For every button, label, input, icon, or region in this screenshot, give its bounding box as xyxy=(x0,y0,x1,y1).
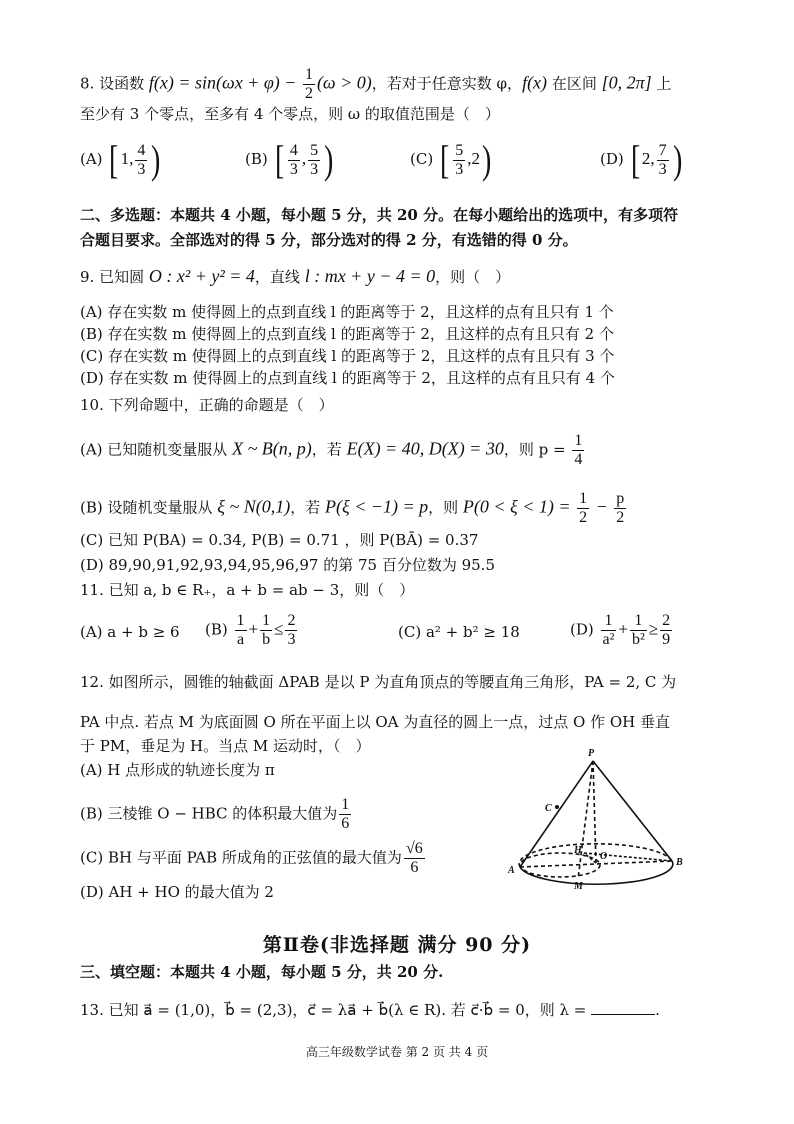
q8-stem-b: ，若对于任意实数 φ， xyxy=(371,74,523,93)
q11-option-b: (B) $\frac{1}{a}$ + $\frac{1}{b}$ ≤ $\frac{2}{3}$ xyxy=(205,612,296,648)
q8-option-a: (A) [ 1, $\frac{4}{3}$ ) xyxy=(80,137,161,182)
q10-option-a: (A) 已知随机变量服从 X ~ B(n, p)，若 E(X) = 40, D(X) = 30，则 p = $\frac{1}{4}$ xyxy=(80,432,583,468)
q9-option-b: (B) 存在实数 m 使得圆上的点到直线 l 的距离等于 2，且这样的点有且只有 2 个 xyxy=(80,325,614,343)
q12-stem-line2: PA 中点. 若点 M 为底面圆 O 所在平面上以 OA 为直径的圆上一点，过点 O 作 OH 垂直 xyxy=(80,713,670,731)
cone-edge-pa xyxy=(520,761,593,867)
q8-function: f(x) = sin(ωx + φ) − xyxy=(148,72,301,93)
q10-option-d: (D) 89,90,91,92,93,94,95,96,97 的第 75 百分位数为 95.5 xyxy=(80,556,495,574)
q9-option-c: (C) 存在实数 m 使得圆上的点到直线 l 的距离等于 2，且这样的点有且只有 3 个 xyxy=(80,347,615,365)
q12-option-c: (C) BH 与平面 PAB 所成角的正弦值的最大值为 $\frac{√6}{6}$ xyxy=(80,840,423,876)
q8-fx: f(x) xyxy=(522,72,548,93)
q12-option-d: (D) AH + HO 的最大值为 2 xyxy=(80,883,274,901)
q12-stem-line3: 于 PM，垂足为 H。当点 M 运动时，（ ） xyxy=(80,737,371,755)
q11-stem: 11. 已知 a, b ∈ R₊，a + b = ab − 3，则（ ） xyxy=(80,581,415,599)
q9-option-d: (D) 存在实数 m 使得圆上的点到直线 l 的距离等于 2，且这样的点有且只有 4 个 xyxy=(80,369,615,387)
q8-stem-line2: 至少有 3 个零点，至多有 4 个零点，则 ω 的取值范围是（ ） xyxy=(80,105,500,123)
q9-stem: 9. 已知圆 O : x² + y² = 4，直线 l : mx + y − 4 = 0，则（ ） xyxy=(80,266,511,286)
q8-option-c: (C) [ $\frac{5}{3}$ ,2) xyxy=(410,137,492,182)
q8-interval: [0, 2π] xyxy=(601,72,652,93)
label-c: C xyxy=(545,803,552,814)
cone-figure xyxy=(500,745,710,895)
q8-stem-d: 上 xyxy=(651,74,672,93)
q8-half: $\frac{1}{2}$ xyxy=(304,66,313,102)
axis-po xyxy=(593,761,596,863)
q9-circle-eq: O : x² + y² = 4 xyxy=(148,266,255,286)
q11-option-d: (D) $\frac{1}{\text{a²}}$ + $\frac{1}{\text{b²}}$ ≥ $\frac{2}{9}$ xyxy=(570,612,671,648)
section2-line2: 合题目要求。全部选对的得 5 分，部分选对的得 2 分，有选错的得 0 分。 xyxy=(80,231,578,249)
q11-option-c: (C) a² + b² ≥ 18 xyxy=(398,623,520,641)
section3-heading: 三、填空题：本题共 4 小题，每小题 5 分，共 20 分. xyxy=(80,963,444,981)
label-m: M xyxy=(574,881,583,892)
label-p: P xyxy=(588,748,595,759)
q12-stem-line1: 12. 如图所示，圆锥的轴截面 ΔPAB 是以 P 为直角顶点的等腰直角三角形，PA = 2, C 为 xyxy=(80,673,677,691)
q8-option-d: (D) [ 2, $\frac{7}{3}$ ) xyxy=(600,137,682,182)
label-o: O xyxy=(600,851,608,862)
label-b: B xyxy=(676,857,683,868)
q8-stem-c: 在区间 xyxy=(547,74,602,93)
q12-option-b: (B) 三棱锥 O − HBC 的体积最大值为 $\frac{1}{6}$ xyxy=(80,796,350,832)
q9-line-eq: l : mx + y − 4 = 0 xyxy=(304,266,436,286)
cone-base-front xyxy=(520,861,673,884)
q9-option-a: (A) 存在实数 m 使得圆上的点到直线 l 的距离等于 2，且这样的点有且只有 1 个 xyxy=(80,303,614,321)
q13-stem: 13. 已知 a⃗ = (1,0)，b⃗ = (2,3)，c⃗ = λa⃗ + b⃗(λ ∈ R). 若 c⃗·b⃗ = 0，则 λ = . xyxy=(80,998,660,1020)
part2-title: 第Ⅱ卷(非选择题 满分 90 分) xyxy=(262,934,532,956)
point-c xyxy=(555,805,559,809)
section2-line1: 二、多选题：本题共 4 小题，每小题 5 分，共 20 分。在每小题给出的选项中，有多项符 xyxy=(80,206,679,224)
q10-stem: 10. 下列命题中，正确的命题是（ ） xyxy=(80,396,334,414)
label-a: A xyxy=(508,865,515,876)
q8-stem-line1 xyxy=(80,66,671,103)
q13-answer-blank[interactable] xyxy=(591,998,655,1015)
q12-option-a: (A) H 点形成的轨迹长度为 π xyxy=(80,761,275,779)
q8-option-b: (B) [ $\frac{4}{3}$ , $\frac{5}{3}$ ) xyxy=(245,137,334,182)
q10-option-b: (B) 设随机变量服从 ξ ~ N(0,1)，若 P(ξ < −1) = p，则 P(0 < ξ < 1) = $\frac{1}{2}$ − $\frac{p}{2}$ xyxy=(80,490,625,526)
label-h: H xyxy=(574,845,582,856)
q8-stem-a: 8. 设函数 xyxy=(80,74,149,93)
page-footer: 高三年级数学试卷 第 2 页 共 4 页 xyxy=(305,1045,489,1059)
q10-option-c: (C) 已知 P(BA) = 0.34, P(B) = 0.71 ，则 P(BĀ) = 0.37 xyxy=(80,531,479,549)
q8-condition: (ω > 0) xyxy=(316,72,372,93)
q11-option-a: (A) a + b ≥ 6 xyxy=(80,623,180,641)
